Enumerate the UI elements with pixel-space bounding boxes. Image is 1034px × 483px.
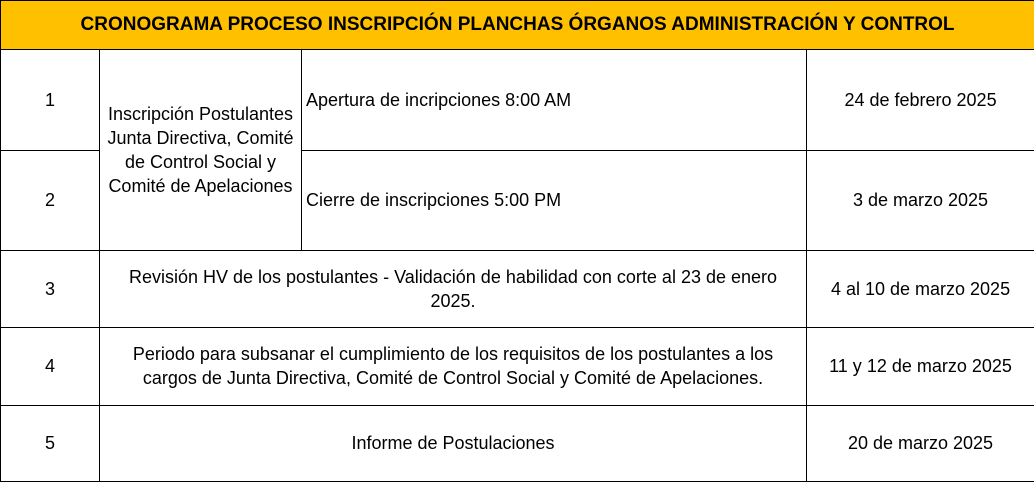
row-number: 5 — [1, 405, 100, 481]
row-number: 1 — [1, 50, 100, 150]
table-row — [1, 50, 1034, 150]
activity-cell: Informe de Postulaciones — [100, 405, 807, 481]
table-title: CRONOGRAMA PROCESO INSCRIPCIÓN PLANCHAS ÓRGANOS ADMINISTRACIÓN Y CONTROL — [1, 1, 1034, 50]
header-row — [1, 1, 1034, 50]
row-number: 3 — [1, 251, 100, 328]
date-cell: 4 al 10 de marzo 2025 — [807, 251, 1034, 328]
table-row — [1, 328, 1034, 405]
date-cell: 11 y 12 de marzo 2025 — [807, 328, 1034, 405]
date-cell: 24 de febrero 2025 — [807, 50, 1034, 150]
group-label: Inscripción Postulantes Junta Directiva, Comité de Control Social y Comité de Apelaciones — [100, 50, 302, 251]
activity-cell: Apertura de incripciones 8:00 AM — [302, 50, 807, 150]
date-cell: 20 de marzo 2025 — [807, 405, 1034, 481]
date-cell: 3 de marzo 2025 — [807, 150, 1034, 250]
table-row — [1, 251, 1034, 328]
activity-cell: Revisión HV de los postulantes - Validación de habilidad con corte al 23 de enero 2025. — [100, 251, 807, 328]
activity-cell: Periodo para subsanar el cumplimiento de los requisitos de los postulantes a los cargos de Junta Directiva, Comité de Control Social y Comité de Apelaciones. — [100, 328, 807, 405]
row-number: 2 — [1, 150, 100, 250]
table-row — [1, 405, 1034, 481]
row-number: 4 — [1, 328, 100, 405]
activity-cell: Cierre de inscripciones 5:00 PM — [302, 150, 807, 250]
